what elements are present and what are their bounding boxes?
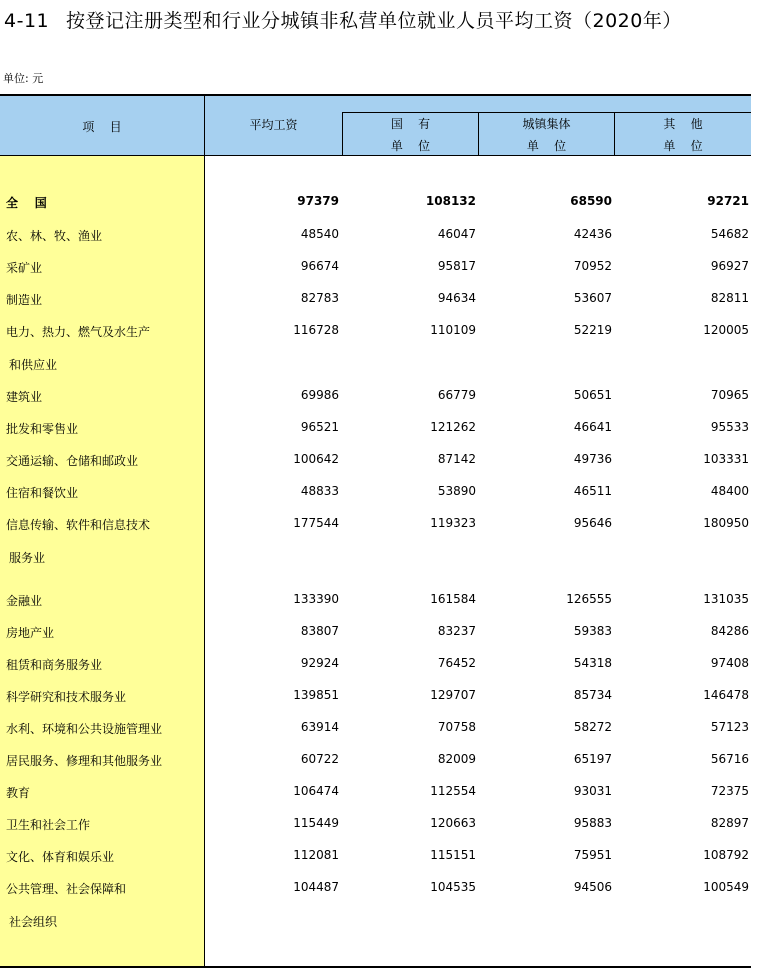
header-average-wage: 平均工资 bbox=[249, 118, 298, 132]
row-label: 制造业 bbox=[6, 293, 43, 307]
collective-cell: 42436 bbox=[573, 227, 612, 241]
other-cell: 70965 bbox=[710, 388, 749, 402]
table-row bbox=[0, 259, 751, 279]
collective-cell: 95646 bbox=[573, 516, 612, 530]
state-owned-cell: 121262 bbox=[430, 420, 476, 434]
state-owned-cell: 66779 bbox=[437, 388, 476, 402]
row-label: 全 国 bbox=[6, 196, 47, 210]
average-wage-cell: 115449 bbox=[293, 816, 339, 830]
table-row bbox=[0, 656, 751, 676]
row-label: 科学研究和技术服务业 bbox=[6, 690, 127, 704]
row-label: 采矿业 bbox=[6, 261, 43, 275]
collective-cell: 46511 bbox=[573, 484, 612, 498]
header-collective-1: 城镇集体 bbox=[522, 117, 571, 131]
row-label: 租赁和商务服务业 bbox=[6, 658, 103, 672]
other-cell: 56716 bbox=[710, 752, 749, 766]
state-owned-cell: 53890 bbox=[437, 484, 476, 498]
collective-cell: 93031 bbox=[573, 784, 612, 798]
other-cell: 146478 bbox=[703, 688, 749, 702]
table-row bbox=[0, 752, 751, 772]
table-row bbox=[0, 323, 751, 372]
other-cell: 54682 bbox=[710, 227, 749, 241]
state-owned-cell: 95817 bbox=[437, 259, 476, 273]
collective-cell: 68590 bbox=[570, 194, 612, 208]
table-row bbox=[0, 880, 751, 929]
row-label: 居民服务、修理和其他服务业 bbox=[6, 754, 163, 768]
table-row bbox=[0, 420, 751, 440]
average-wage-cell: 63914 bbox=[300, 720, 339, 734]
collective-cell: 94506 bbox=[573, 880, 612, 894]
state-owned-cell: 70758 bbox=[437, 720, 476, 734]
other-cell: 120005 bbox=[703, 323, 749, 337]
state-owned-cell: 112554 bbox=[430, 784, 476, 798]
row-label-continued: 社会组织 bbox=[9, 915, 58, 929]
other-cell: 180950 bbox=[703, 516, 749, 530]
subheader-rule bbox=[342, 112, 751, 113]
row-label-continued: 服务业 bbox=[9, 551, 46, 565]
state-owned-cell: 119323 bbox=[430, 516, 476, 530]
table-row bbox=[0, 452, 751, 472]
other-cell: 82897 bbox=[710, 816, 749, 830]
collective-cell: 75951 bbox=[573, 848, 612, 862]
average-wage-cell: 177544 bbox=[293, 516, 339, 530]
average-wage-cell: 112081 bbox=[293, 848, 339, 862]
average-wage-cell: 60722 bbox=[300, 752, 339, 766]
state-owned-cell: 94634 bbox=[437, 291, 476, 305]
average-wage-cell: 104487 bbox=[293, 880, 339, 894]
collective-cell: 85734 bbox=[573, 688, 612, 702]
table-row bbox=[0, 194, 751, 214]
table-row bbox=[0, 516, 751, 565]
table-row bbox=[0, 816, 751, 836]
header-rule bbox=[0, 155, 751, 156]
table-row bbox=[0, 688, 751, 708]
average-wage-cell: 92924 bbox=[300, 656, 339, 670]
top-rule bbox=[0, 94, 751, 96]
row-label: 教育 bbox=[6, 786, 31, 800]
other-cell: 97408 bbox=[710, 656, 749, 670]
collective-cell: 65197 bbox=[573, 752, 612, 766]
row-label: 文化、体育和娱乐业 bbox=[6, 850, 115, 864]
collective-cell: 54318 bbox=[573, 656, 612, 670]
row-label: 金融业 bbox=[6, 594, 43, 608]
average-wage-cell: 82783 bbox=[300, 291, 339, 305]
table-row bbox=[0, 848, 751, 868]
row-label: 农、林、牧、渔业 bbox=[6, 229, 103, 243]
other-cell: 82811 bbox=[710, 291, 749, 305]
state-owned-cell: 46047 bbox=[437, 227, 476, 241]
row-label: 电力、热力、燃气及水生产 bbox=[6, 325, 151, 339]
state-owned-cell: 104535 bbox=[430, 880, 476, 894]
state-owned-cell: 110109 bbox=[430, 323, 476, 337]
other-cell: 92721 bbox=[707, 194, 749, 208]
state-owned-cell: 161584 bbox=[430, 592, 476, 606]
average-wage-cell: 96521 bbox=[300, 420, 339, 434]
state-owned-cell: 120663 bbox=[430, 816, 476, 830]
other-cell: 57123 bbox=[710, 720, 749, 734]
state-owned-cell: 83237 bbox=[437, 624, 476, 638]
state-owned-cell: 108132 bbox=[425, 194, 476, 208]
row-label: 批发和零售业 bbox=[6, 422, 79, 436]
average-wage-cell: 106474 bbox=[293, 784, 339, 798]
collective-cell: 50651 bbox=[573, 388, 612, 402]
collective-cell: 58272 bbox=[573, 720, 612, 734]
row-label: 信息传输、软件和信息技术 bbox=[6, 518, 151, 532]
average-wage-cell: 69986 bbox=[300, 388, 339, 402]
other-cell: 48400 bbox=[710, 484, 749, 498]
collective-cell: 46641 bbox=[573, 420, 612, 434]
other-cell: 131035 bbox=[703, 592, 749, 606]
unit-label: 单位: 元 bbox=[3, 72, 44, 85]
average-wage-cell: 48833 bbox=[300, 484, 339, 498]
header-item: 项 目 bbox=[82, 120, 122, 134]
state-owned-cell: 129707 bbox=[430, 688, 476, 702]
other-cell: 100549 bbox=[703, 880, 749, 894]
header-state-owned-1: 国 有 bbox=[390, 117, 431, 131]
table-row bbox=[0, 592, 751, 612]
average-wage-cell: 83807 bbox=[300, 624, 339, 638]
table-row bbox=[0, 388, 751, 408]
collective-cell: 49736 bbox=[573, 452, 612, 466]
average-wage-cell: 96674 bbox=[300, 259, 339, 273]
collective-cell: 52219 bbox=[573, 323, 612, 337]
row-label: 建筑业 bbox=[6, 390, 43, 404]
bottom-rule bbox=[0, 966, 751, 968]
average-wage-cell: 139851 bbox=[293, 688, 339, 702]
table-row bbox=[0, 291, 751, 311]
other-cell: 72375 bbox=[710, 784, 749, 798]
table-row bbox=[0, 784, 751, 804]
collective-cell: 70952 bbox=[573, 259, 612, 273]
other-cell: 96927 bbox=[710, 259, 749, 273]
average-wage-cell: 97379 bbox=[297, 194, 339, 208]
table-row bbox=[0, 484, 751, 504]
state-owned-cell: 115151 bbox=[430, 848, 476, 862]
row-label: 卫生和社会工作 bbox=[6, 818, 91, 832]
state-owned-cell: 76452 bbox=[437, 656, 476, 670]
average-wage-cell: 133390 bbox=[293, 592, 339, 606]
average-wage-cell: 116728 bbox=[293, 323, 339, 337]
state-owned-cell: 87142 bbox=[437, 452, 476, 466]
header-other-1: 其 他 bbox=[663, 117, 703, 131]
header-collective-2: 单 位 bbox=[526, 139, 567, 153]
collective-cell: 53607 bbox=[573, 291, 612, 305]
row-label-continued: 和供应业 bbox=[9, 358, 58, 372]
row-label: 住宿和餐饮业 bbox=[6, 486, 79, 500]
other-cell: 103331 bbox=[703, 452, 749, 466]
other-cell: 95533 bbox=[710, 420, 749, 434]
table-title bbox=[4, 6, 682, 33]
header-state-owned-2: 单 位 bbox=[390, 139, 431, 153]
average-wage-cell: 100642 bbox=[293, 452, 339, 466]
row-label: 交通运输、仓储和邮政业 bbox=[6, 454, 139, 468]
table-row bbox=[0, 624, 751, 644]
row-label: 房地产业 bbox=[6, 626, 55, 640]
table-number: 4-11 bbox=[4, 10, 50, 32]
other-cell: 108792 bbox=[703, 848, 749, 862]
collective-cell: 59383 bbox=[573, 624, 612, 638]
state-owned-cell: 82009 bbox=[437, 752, 476, 766]
average-wage-cell: 48540 bbox=[300, 227, 339, 241]
row-label: 水利、环境和公共设施管理业 bbox=[6, 722, 163, 736]
table-title-text: 按登记注册类型和行业分城镇非私营单位就业人员平均工资（2020年） bbox=[66, 10, 682, 32]
other-cell: 84286 bbox=[710, 624, 749, 638]
table-row bbox=[0, 720, 751, 740]
collective-cell: 126555 bbox=[566, 592, 612, 606]
table-row bbox=[0, 227, 751, 247]
collective-cell: 95883 bbox=[573, 816, 612, 830]
header-other-2: 单 位 bbox=[663, 139, 703, 153]
row-label: 公共管理、社会保障和 bbox=[6, 882, 127, 896]
